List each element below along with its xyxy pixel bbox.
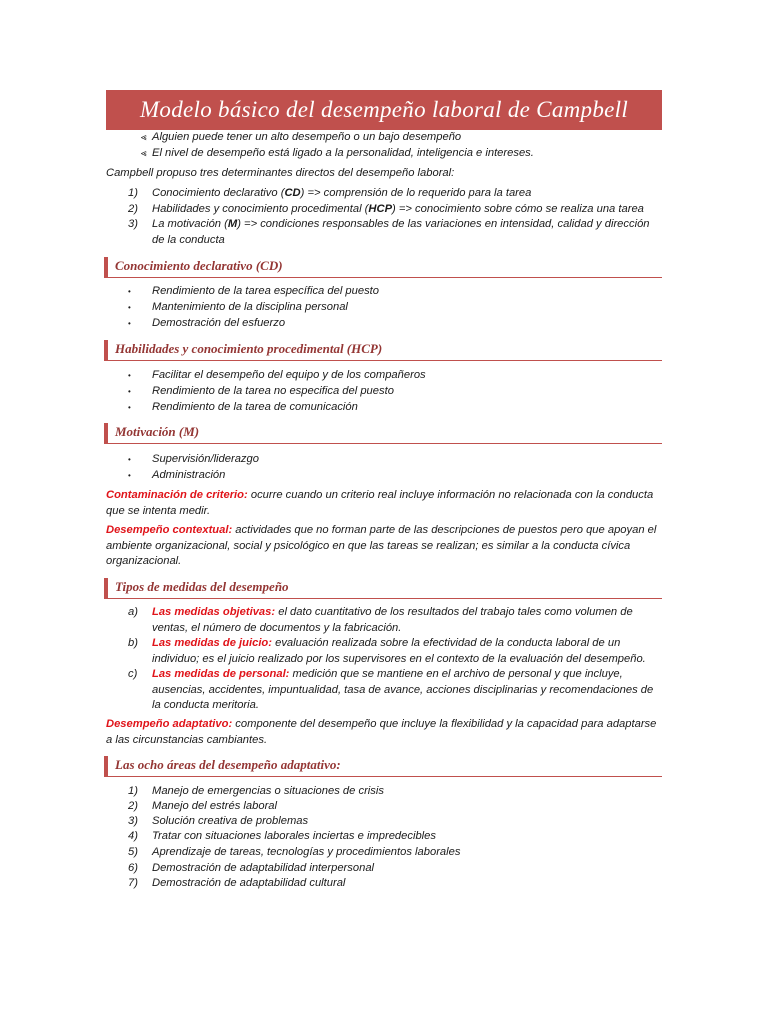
intro-sentence: Campbell propuso tres determinantes directos del desempeño laboral: — [106, 167, 455, 179]
heading-marker — [104, 257, 108, 277]
bullet-icon: • — [128, 287, 131, 296]
section-heading-areas: Las ocho áreas del desempeño adaptativo: — [104, 756, 662, 777]
heading-marker — [104, 423, 108, 443]
section-heading-hcp: Habilidades y conocimiento procedimental (HCP) — [104, 340, 662, 361]
page-title: Modelo básico del desempeño laboral de Campbell — [106, 90, 662, 130]
bullet-icon: • — [128, 371, 131, 380]
section-heading-medidas: Tipos de medidas del desempeño — [104, 578, 662, 599]
bullet-icon: • — [128, 303, 131, 312]
bullet-icon: • — [128, 387, 131, 396]
intro-point: ⪡ El nivel de desempeño está ligado a la personalidad, inteligencia e intereses. — [141, 147, 534, 159]
heading-marker — [104, 756, 108, 776]
heading-marker — [104, 578, 108, 598]
bullet-icon: • — [128, 319, 131, 328]
definition-contextual: Desempeño contextual: actividades que no forman parte de las descripciones de puestos pero que apoyan el ambiente organizacional, social y psicológico en que las tareas se realizan; es similar a la conducta cívica organizacional. — [106, 524, 657, 567]
bullet-icon: • — [128, 403, 131, 412]
bullet-icon: • — [128, 471, 131, 480]
heading-marker — [104, 340, 108, 360]
section-heading-m: Motivación (M) — [104, 423, 662, 444]
document-page: Modelo básico del desempeño laboral de Campbell ⪡ Alguien puede tener un alto desempeño o un bajo desempeño ⪡ El nivel de desempeño está ligado a la personalidad, inteligencia e intereses. Campbell propuso tres determinantes directos del desempeño laboral: 1) Conocimiento declarativo (CD) => comprensión de lo requerido para la tarea 2) Habilidades y conocimiento procedimental (HCP) => conocimiento sobre cómo se realiza una tarea 3) La motivación (M) => condiciones responsables de las variaciones en intensidad, calidad y dirección de la conducta Conocimiento declarativo (CD) • Rendimiento de la tarea específica del puesto • Mantenimiento de la disciplina personal • Demostración del esfuerzo Habilidades y conocimiento procedimental (HCP) • Facilitar el desempeño del equipo y de los compañeros • Rendimiento de la tarea no especifica del puesto • Rendimiento de la tarea de comunicación Motivación (M) • Supervisión/liderazgo • Administración Contaminación de criterio: ocurre cuando un criterio real incluye información no relacionada con la conducta que se intenta medir. Desempeño contextual: actividades que no forman parte de las descripciones de puestos pero que apoyan el ambiente organizacional, social y psicológico en que las tareas se realizan; es similar a la conducta cívica organizacional. Tipos de medidas del desempeño a) Las medidas objetivas: el dato cuantitativo de los resultados del trabajo tales como volumen de ventas, el número de documentos y la fabricación. b) Las medidas de juicio: evaluación realizada sobre la efectividad de la conducta laboral de un individuo; es el juicio realizado por los supervisores en el contexto de la evaluación del desempeño. c) Las medidas de personal: medición que se mantiene en el archivo de personal y que incluye, ausencias, accidentes, impuntualidad, tasa de avance, acciones disciplinarias y recomendaciones de la conducta meritoria. Desempeño adaptativo: componente del desempeño que incluye la flexibilidad y la capacidad para adaptarse a las circunstancias cambiantes. Las ocho áreas del desempeño adaptativo: 1) Manejo de emergencias o situaciones de crisis 2) Manejo del estrés laboral 3) Solución creativa de problemas 4) Tratar con situaciones laborales inciertas e impredecibles 5) Aprendizaje de tareas, tecnologías y procedimientos laborales 6) Demostración de adaptabilidad interpersonal 7) Demostración de adaptabilidad cultural — [0, 0, 768, 1024]
arrow-icon: ⪡ — [141, 148, 147, 159]
definition-adaptativo: Desempeño adaptativo: componente del desempeño que incluye la flexibilidad y la capacidad para adaptarse a las circunstancias cambiantes. — [106, 718, 657, 746]
definition-contaminacion: Contaminación de criterio: ocurre cuando un criterio real incluye información no relacionada con la conducta que se intenta medir. — [106, 489, 654, 517]
intro-point: ⪡ Alguien puede tener un alto desempeño o un bajo desempeño — [141, 131, 462, 143]
section-heading-cd: Conocimiento declarativo (CD) — [104, 257, 662, 278]
bullet-icon: • — [128, 455, 131, 464]
arrow-icon: ⪡ — [141, 132, 147, 143]
